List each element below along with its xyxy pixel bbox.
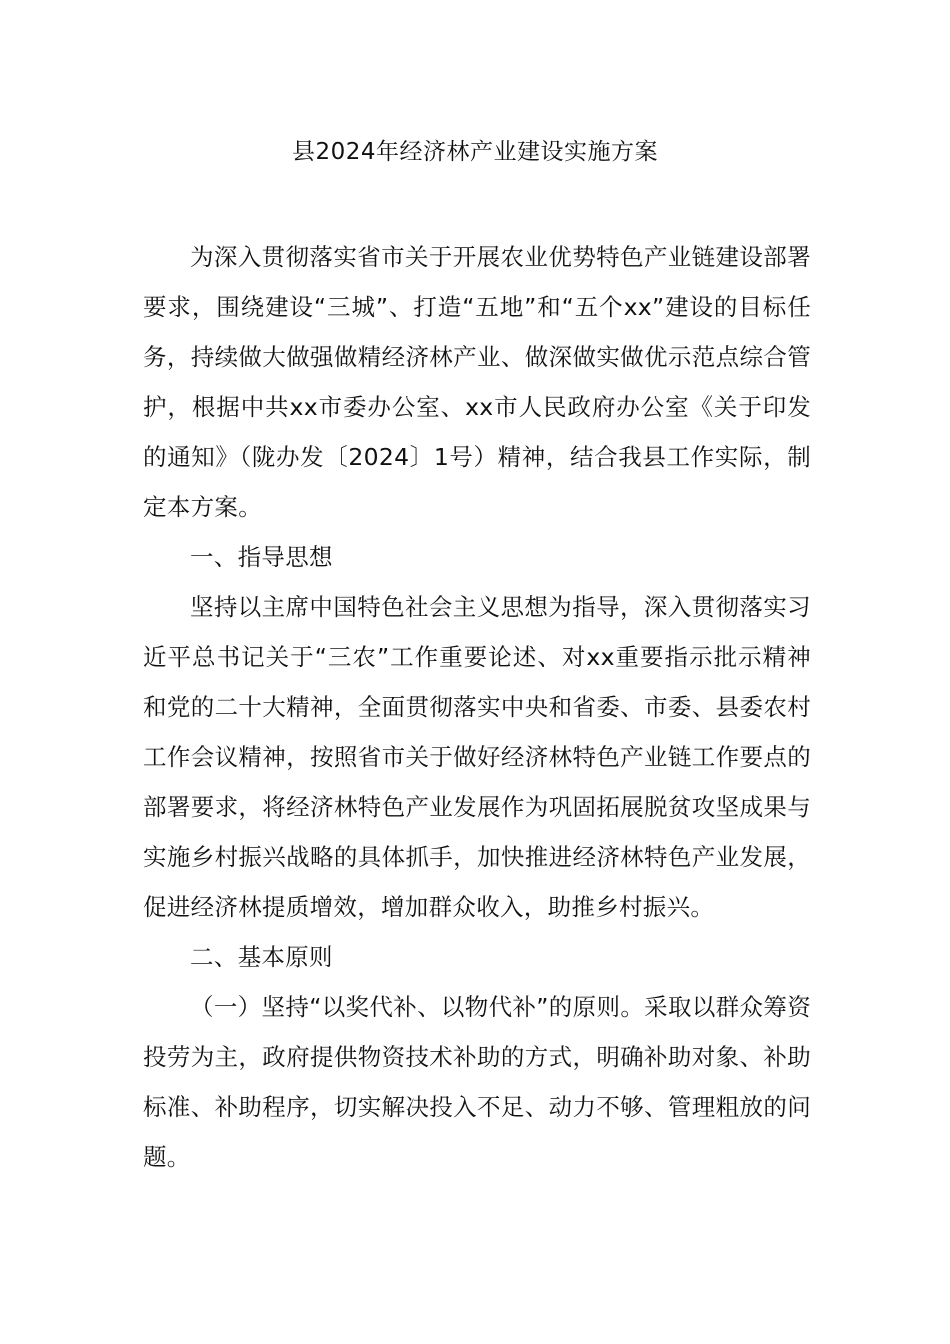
guiding-thought-paragraph: 坚持以主席中国特色社会主义思想为指导，深入贯彻落实习近平总书记关于“三农”工作重要论述、对xx重要指示批示精神和党的二十大精神，全面贯彻落实中央和省委、市委、县委农村工作会议精神，按照省市关于做好经济林特色产业链工作要点的部署要求，将经济林特色产业发展作为巩固拓展脱贫攻坚成果与实施乡村振兴战略的具体抓手，加快推进经济林特色产业发展，促进经济林提质增效，增加群众收入，助推乡村振兴。 [143,593,811,921]
section-heading-guiding-thought: 一、指导思想 [190,543,333,571]
document-title: 县2024年经济林产业建设实施方案 [291,139,659,165]
section-heading-basic-principles: 二、基本原则 [190,943,333,971]
intro-paragraph: 为深入贯彻落实省市关于开展农业优势特色产业链建设部署要求，围绕建设“三城”、打造“五地”和“五个xx”建设的目标任务，持续做大做强做精经济林产业、做深做实做优示范点综合管护，根据中共xx市委办公室、xx市人民政府办公室《关于印发的通知》（陇办发〔2024〕1号）精神，结合我县工作实际，制定本方案。 [143,243,811,521]
document-body [143,232,811,1182]
principle-one-paragraph: （一）坚持“以奖代补、以物代补”的原则。采取以群众筹资投劳为主，政府提供物资技术补助的方式，明确补助对象、补助标准、补助程序，切实解决投入不足、动力不够、管理粗放的问题。 [143,993,811,1171]
